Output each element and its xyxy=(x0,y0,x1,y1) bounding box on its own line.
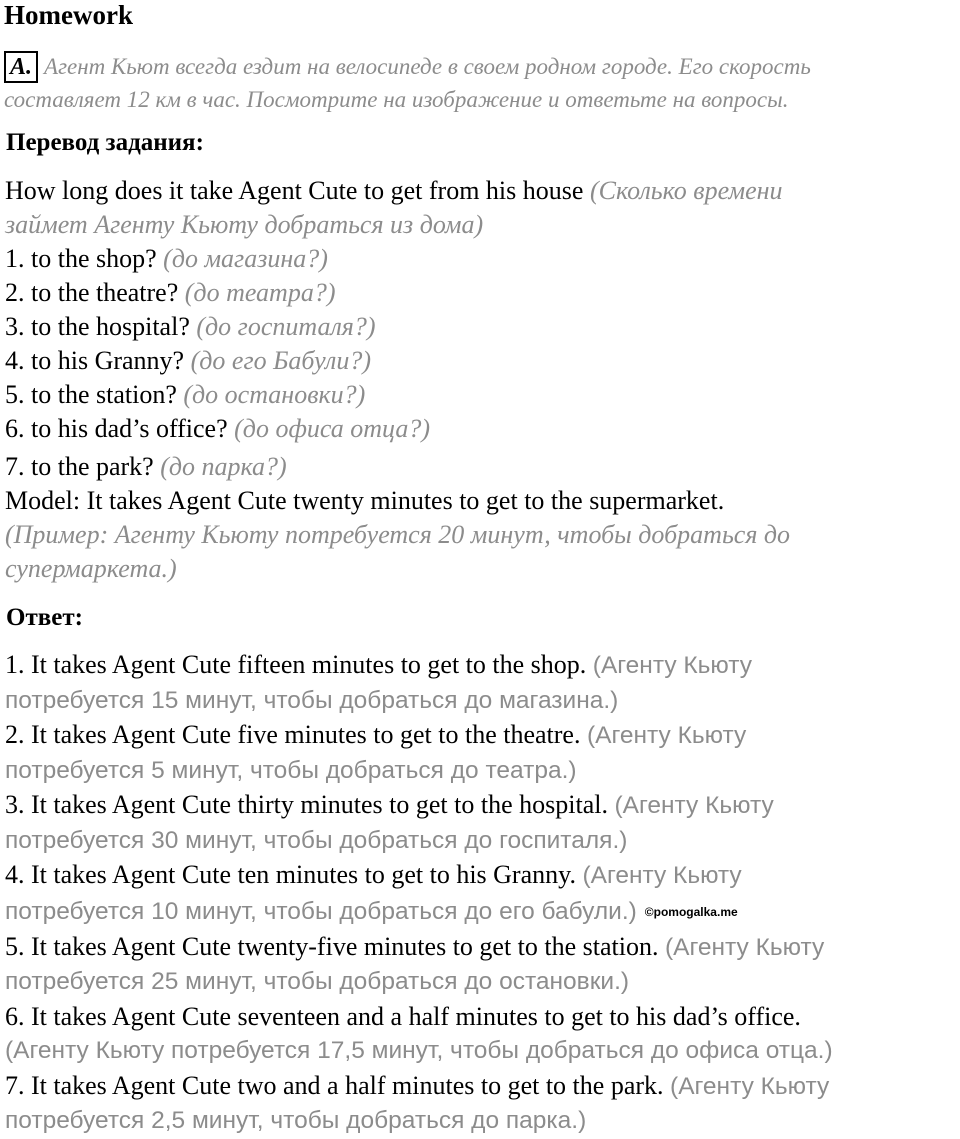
answer-ru-1: (Агенту Кьюту xyxy=(670,1072,830,1100)
answer-ru-2: потребуется 30 минут, чтобы добраться до госпиталя.) xyxy=(5,826,628,854)
model-ru-1: (Пример: Агенту Кьюту потребуется 20 минут, чтобы добраться до xyxy=(5,520,791,549)
answer-ru-1: (Агенту Кьюту xyxy=(665,933,825,961)
question-ru-1: (Сколько времени xyxy=(589,176,783,205)
answer-block xyxy=(5,648,960,1139)
question-item-en: 3. to the hospital? xyxy=(5,312,190,341)
question-item-ru: (до магазина?) xyxy=(163,244,328,273)
answer-ru-2: (Агенту Кьюту потребуется 17,5 минут, чтобы добраться до офиса отца.) xyxy=(5,1037,833,1065)
answer-en: 6. It takes Agent Cute seventeen and a half minutes to get to his dad’s office. xyxy=(5,1001,801,1031)
question-line xyxy=(5,174,957,208)
answer-ru-2: потребуется 5 минут, чтобы добраться до театра.) xyxy=(5,756,577,784)
translation-block xyxy=(5,174,957,586)
question-item-en: 1. to the shop? xyxy=(5,244,157,273)
task-text-1: Агент Кьют всегда ездит на велосипеде в своем родном городе. Его скорость xyxy=(44,54,811,79)
answer-en: 1. It takes Agent Cute fifteen minutes to get to the shop. xyxy=(5,650,587,679)
answer-item xyxy=(5,930,960,966)
question-item-en: 6. to his dad’s office? xyxy=(5,414,228,443)
answer-en: 5. It takes Agent Cute twenty-five minutes to get to the station. xyxy=(5,931,659,961)
question-item-ru: (до его Бабули?) xyxy=(190,346,371,375)
answer-en: 7. It takes Agent Cute two and a half minutes to get to the park. xyxy=(5,1070,664,1100)
watermark: ©pomogalka.me xyxy=(644,905,738,920)
question-en: How long does it take Agent Cute to get from his house xyxy=(5,176,584,205)
answer-ru-1: (Агенту Кьюту xyxy=(592,652,753,679)
answer-item xyxy=(5,788,960,824)
answer-item xyxy=(5,718,960,754)
answer-ru-1: (Агенту Кьюту xyxy=(582,862,742,889)
question-item-en: 5. to the station? xyxy=(5,380,177,409)
answer-item xyxy=(5,1069,960,1105)
question-item-ru: (до театра?) xyxy=(184,278,336,307)
model-ru-2: супермаркета.) xyxy=(5,554,177,583)
task-line-1 xyxy=(4,50,954,83)
question-item-en: 4. to his Granny? xyxy=(5,346,185,375)
question-item xyxy=(5,276,957,310)
question-item-ru: (до парка?) xyxy=(160,452,287,481)
question-item xyxy=(5,378,957,412)
task-badge: A. xyxy=(4,51,38,83)
question-item-ru: (до остановки?) xyxy=(183,380,366,409)
question-ru-2: займет Агенту Кьюту добраться из дома) xyxy=(5,210,484,239)
answer-ru-1: (Агенту Кьюту xyxy=(614,792,774,819)
answer-ru-line xyxy=(5,894,960,930)
model-en: Model: It takes Agent Cute twenty minutes to get to the supermarket. xyxy=(5,486,725,515)
answer-item xyxy=(5,858,960,894)
answer-ru-1: (Агенту Кьюту xyxy=(586,722,747,749)
answer-en: 3. It takes Agent Cute thirty minutes to get to the hospital. xyxy=(5,790,608,819)
answer-item xyxy=(5,648,960,684)
question-item-ru: (до офиса отца?) xyxy=(234,414,431,443)
answer-ru-2: потребуется 25 минут, чтобы добраться до остановки.) xyxy=(5,968,630,996)
translation-heading: Перевод задания: xyxy=(6,129,204,156)
task-text-2: составляет 12 км в час. Посмотрите на изображение и ответьте на вопросы. xyxy=(4,87,789,112)
answer-en: 2. It takes Agent Cute five minutes to get to the theatre. xyxy=(5,720,581,749)
answer-en: 4. It takes Agent Cute ten minutes to get to his Granny. xyxy=(5,860,576,889)
question-item-ru: (до госпиталя?) xyxy=(196,312,376,341)
question-item xyxy=(5,242,957,276)
question-item xyxy=(5,310,957,344)
question-item xyxy=(5,344,957,378)
answer-ru-2: потребуется 2,5 минут, чтобы добраться до парка.) xyxy=(5,1107,587,1135)
task-instructions xyxy=(4,50,954,116)
question-item xyxy=(5,450,957,484)
answer-heading: Ответ: xyxy=(6,604,83,631)
page-title: Homework xyxy=(4,0,133,30)
answer-ru-2: потребуется 15 минут, чтобы добраться до магазина.) xyxy=(5,686,619,714)
question-item-en: 7. to the park? xyxy=(5,452,154,481)
answer-ru-2: потребуется 10 минут, чтобы добраться до его бабули.) xyxy=(5,897,637,925)
question-item xyxy=(5,412,957,446)
question-item-en: 2. to the theatre? xyxy=(5,278,179,307)
